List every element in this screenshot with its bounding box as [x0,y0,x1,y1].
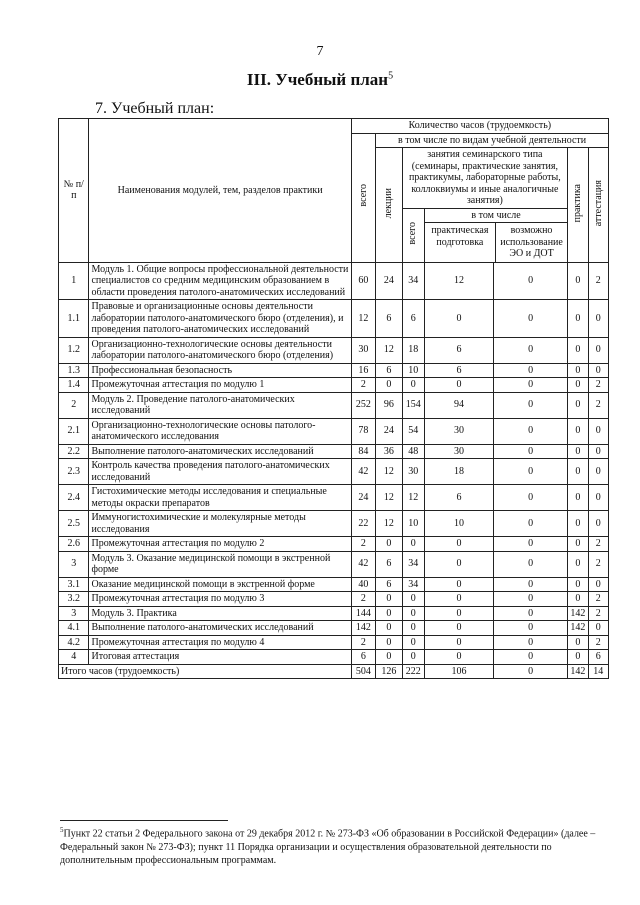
cell-pp: 0 [424,300,493,338]
row-name: Промежуточная аттестация по модулю 2 [89,537,351,552]
row-name: Модуль 3. Практика [89,606,351,621]
cell-pr: 0 [568,577,588,592]
cell-total: 60 [351,262,375,300]
row-name: Гистохимические методы исследования и специальные методы окраски препаратов [89,485,351,511]
cell-pr: 142 [568,621,588,636]
cell-eo: 0 [494,459,568,485]
cell-lec: 24 [376,262,402,300]
table-row [59,485,609,511]
cell-sem: 0 [402,635,424,650]
table-row [59,621,609,636]
cell-eo: 0 [494,444,568,459]
cell-lec: 12 [376,337,402,363]
header-attestation-text: аттестация [592,179,604,227]
cell-sem: 0 [402,650,424,665]
cell-sem: 0 [402,606,424,621]
header-including-cell [424,208,567,262]
cell-eo: 0 [494,621,568,636]
cell-att: 2 [588,392,608,418]
row-name: Итоговая аттестация [89,650,351,665]
table-row [59,551,609,577]
row-name: Оказание медицинской помощи в экстренной форме [89,577,351,592]
cell-lec: 0 [376,537,402,552]
cell-sem: 154 [402,392,424,418]
header-by-type: в том числе по видам учебной деятельности [376,133,609,148]
cell-total: 2 [351,537,375,552]
row-name: Организационно-технологические основы патолого-анатомического исследования [89,418,351,444]
row-name: Промежуточная аттестация по модулю 1 [89,378,351,393]
cell-pr: 142 [568,606,588,621]
total-pr: 142 [568,664,588,679]
cell-eo: 0 [494,363,568,378]
cell-eo: 0 [494,511,568,537]
cell-att: 0 [588,444,608,459]
cell-eo: 0 [494,300,568,338]
totals-row [59,664,609,679]
row-name: Правовые и организационные основы деятельности лаборатории патолого-анатомического бюро (отделения), и проведения патолого-анатомических исследований [89,300,351,338]
header-lectures-text: лекции [383,187,395,219]
cell-lec: 6 [376,300,402,338]
row-number: 2.1 [59,418,89,444]
row-number: 2.4 [59,485,89,511]
cell-lec: 6 [376,577,402,592]
footnote-number: 5 [60,826,64,834]
cell-eo: 0 [494,485,568,511]
table-row [59,577,609,592]
total-sem: 222 [402,664,424,679]
table-row [59,337,609,363]
cell-att: 0 [588,459,608,485]
cell-sem: 18 [402,337,424,363]
cell-lec: 0 [376,606,402,621]
total-eo: 0 [494,664,568,679]
cell-pp: 0 [424,592,493,607]
cell-pp: 0 [424,537,493,552]
row-number: 1.4 [59,378,89,393]
cell-att: 0 [588,485,608,511]
row-number: 2 [59,392,89,418]
header-eo-dot: возможно использование ЭО и ДОТ [500,225,563,259]
table-row [59,300,609,338]
cell-eo: 0 [494,577,568,592]
cell-pp: 0 [424,635,493,650]
header-total [351,133,375,262]
cell-eo: 0 [494,551,568,577]
row-name: Контроль качества проведения патолого-анатомических исследований [89,459,351,485]
cell-total: 142 [351,621,375,636]
cell-pp: 6 [424,363,493,378]
footnote-divider [60,820,228,821]
cell-total: 144 [351,606,375,621]
cell-pr: 0 [568,444,588,459]
total-pp: 106 [424,664,493,679]
cell-pr: 0 [568,537,588,552]
table-row [59,262,609,300]
cell-lec: 0 [376,378,402,393]
cell-total: 252 [351,392,375,418]
cell-pp: 12 [424,262,493,300]
row-name: Выполнение патолого-анатомических исследований [89,444,351,459]
cell-att: 2 [588,537,608,552]
cell-pp: 0 [424,650,493,665]
header-practice-text: практика [572,183,584,223]
table-row [59,650,609,665]
cell-total: 42 [351,459,375,485]
header-including-sub [425,223,567,262]
cell-eo: 0 [494,418,568,444]
table-row [59,363,609,378]
cell-pr: 0 [568,459,588,485]
cell-sem: 0 [402,621,424,636]
row-name: Организационно-технологические основы деятельности лаборатории патолого-анатомического бюро (отделения) [89,337,351,363]
cell-pr: 0 [568,418,588,444]
row-number: 4 [59,650,89,665]
section-title-text: III. Учебный план [246,70,389,89]
cell-att: 2 [588,592,608,607]
row-number: 3.2 [59,592,89,607]
cell-pp: 30 [424,444,493,459]
cell-total: 12 [351,300,375,338]
cell-pp: 6 [424,337,493,363]
table-row [59,378,609,393]
table-row [59,606,609,621]
cell-pp: 94 [424,392,493,418]
cell-att: 0 [588,511,608,537]
cell-total: 40 [351,577,375,592]
row-number: 2.6 [59,537,89,552]
cell-total: 16 [351,363,375,378]
cell-pr: 0 [568,337,588,363]
row-number: 3.1 [59,577,89,592]
cell-att: 0 [588,337,608,363]
row-number: 2.5 [59,511,89,537]
cell-sem: 54 [402,418,424,444]
cell-sem: 6 [402,300,424,338]
cell-eo: 0 [494,537,568,552]
row-number: 1.2 [59,337,89,363]
row-name: Профессиональная безопасность [89,363,351,378]
cell-pr: 0 [568,592,588,607]
cell-eo: 0 [494,635,568,650]
cell-eo: 0 [494,606,568,621]
cell-sem: 0 [402,378,424,393]
cell-lec: 0 [376,621,402,636]
footnote [60,826,608,868]
row-number: 3 [59,551,89,577]
cell-eo: 0 [494,378,568,393]
cell-lec: 12 [376,459,402,485]
cell-total: 30 [351,337,375,363]
header-including: в том числе [425,209,567,224]
cell-att: 2 [588,635,608,650]
cell-total: 6 [351,650,375,665]
subtitle: 7. Учебный план: [95,100,215,117]
header-practical-training: практическая подготовка [425,223,496,262]
row-name: Промежуточная аттестация по модулю 3 [89,592,351,607]
cell-sem: 30 [402,459,424,485]
total-lec: 126 [376,664,402,679]
cell-att: 2 [588,262,608,300]
cell-lec: 24 [376,418,402,444]
total-total: 504 [351,664,375,679]
header-lectures [376,148,402,263]
cell-pp: 0 [424,577,493,592]
row-number: 2.3 [59,459,89,485]
row-name: Промежуточная аттестация по модулю 4 [89,635,351,650]
table-row [59,511,609,537]
header-hours: Количество часов (трудоемкость) [351,119,608,134]
cell-eo: 0 [494,392,568,418]
page-number: 7 [316,44,324,59]
cell-sem: 34 [402,577,424,592]
cell-pp: 0 [424,606,493,621]
cell-lec: 12 [376,485,402,511]
cell-lec: 96 [376,392,402,418]
cell-lec: 0 [376,592,402,607]
cell-att: 0 [588,363,608,378]
table-row [59,418,609,444]
cell-att: 0 [588,300,608,338]
cell-att: 0 [588,418,608,444]
cell-total: 2 [351,592,375,607]
cell-pr: 0 [568,300,588,338]
cell-sem: 10 [402,363,424,378]
cell-pr: 0 [568,485,588,511]
header-name: Наименования модулей, тем, разделов практики [89,119,351,263]
curriculum-table [58,118,609,679]
cell-total: 2 [351,378,375,393]
cell-lec: 6 [376,363,402,378]
cell-total: 84 [351,444,375,459]
cell-pr: 0 [568,392,588,418]
cell-sem: 0 [402,592,424,607]
cell-pp: 10 [424,511,493,537]
cell-pr: 0 [568,511,588,537]
row-number: 1.1 [59,300,89,338]
cell-total: 2 [351,635,375,650]
cell-total: 24 [351,485,375,511]
cell-lec: 36 [376,444,402,459]
footnote-text: Пункт 22 статьи 2 Федерального закона от 29 декабря 2012 г. № 273-ФЗ «Об образовании в Российской Федерации» (далее – Федеральный закон № 273-ФЗ); пункт 11 Порядка организации и осуществления образовательной деятельности по дополнительным профессиональным программам. [60,828,596,867]
cell-att: 2 [588,551,608,577]
cell-att: 2 [588,606,608,621]
cell-eo: 0 [494,262,568,300]
header-num: № п/п [59,119,89,263]
cell-sem: 0 [402,537,424,552]
table-row [59,459,609,485]
cell-total: 42 [351,551,375,577]
row-name: Иммуногистохимические и молекулярные методы исследования [89,511,351,537]
cell-sem: 10 [402,511,424,537]
cell-pp: 0 [424,551,493,577]
cell-sem: 34 [402,262,424,300]
header-seminar-total-text: всего [407,221,419,245]
row-number: 2.2 [59,444,89,459]
header-practice [568,148,588,263]
cell-total: 78 [351,418,375,444]
cell-lec: 6 [376,551,402,577]
row-number: 3 [59,606,89,621]
cell-eo: 0 [494,592,568,607]
cell-pr: 0 [568,262,588,300]
totals-label: Итого часов (трудоемкость) [59,664,352,679]
cell-pp: 18 [424,459,493,485]
cell-att: 2 [588,378,608,393]
cell-att: 0 [588,621,608,636]
table-row [59,635,609,650]
table-row [59,444,609,459]
row-number: 1.3 [59,363,89,378]
cell-lec: 12 [376,511,402,537]
row-name: Модуль 1. Общие вопросы профессиональной деятельности специалистов со средним медицинским образованием в области проведения патолого-анатомических исследований [89,262,351,300]
total-att: 14 [588,664,608,679]
row-name: Выполнение патолого-анатомических исследований [89,621,351,636]
cell-pr: 0 [568,363,588,378]
row-name: Модуль 3. Оказание медицинской помощи в экстренной форме [89,551,351,577]
cell-pr: 0 [568,551,588,577]
cell-att: 6 [588,650,608,665]
cell-sem: 34 [402,551,424,577]
cell-sem: 12 [402,485,424,511]
section-title [0,70,640,90]
cell-pr: 0 [568,378,588,393]
table-row [59,592,609,607]
cell-pp: 0 [424,621,493,636]
cell-lec: 0 [376,635,402,650]
row-number: 4.2 [59,635,89,650]
row-number: 1 [59,262,89,300]
cell-pr: 0 [568,635,588,650]
cell-pr: 0 [568,650,588,665]
header-attestation [588,148,608,263]
row-name: Модуль 2. Проведение патолого-анатомических исследований [89,392,351,418]
table-row [59,392,609,418]
cell-eo: 0 [494,337,568,363]
cell-pp: 30 [424,418,493,444]
cell-pp: 6 [424,485,493,511]
header-seminar-total [402,208,424,262]
cell-eo: 0 [494,650,568,665]
row-number: 4.1 [59,621,89,636]
footnote-mark: 5 [388,70,394,82]
cell-att: 0 [588,577,608,592]
cell-lec: 0 [376,650,402,665]
cell-sem: 48 [402,444,424,459]
header-seminar: занятия семинарского типа (семинары, практические занятия, практикумы, лабораторные работы, коллоквиумы и иные аналогичные занятия) [402,148,568,209]
table-row [59,537,609,552]
header-total-text: всего [357,184,369,207]
cell-total: 22 [351,511,375,537]
cell-pp: 0 [424,378,493,393]
